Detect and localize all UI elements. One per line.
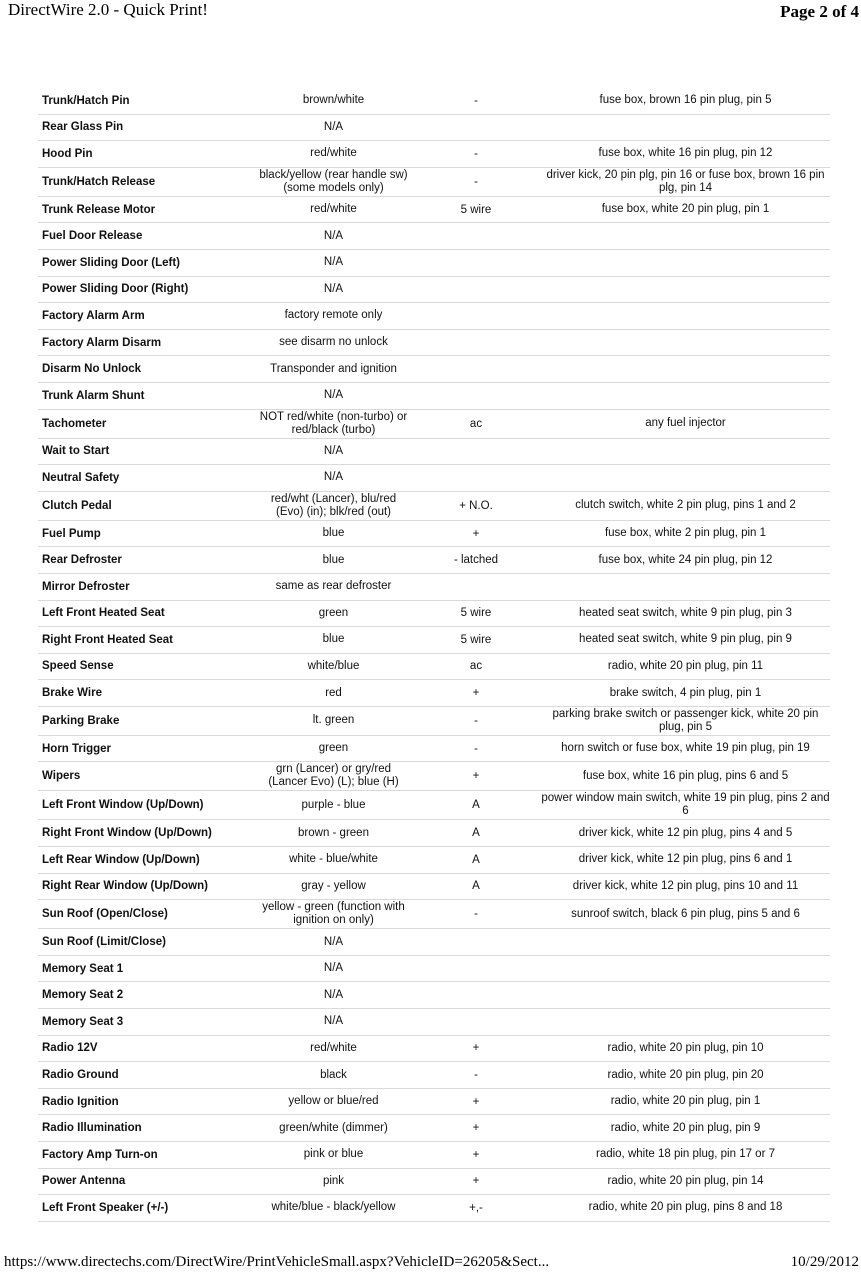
table-row <box>38 303 830 330</box>
wire-location: heated seat switch, white 9 pin plug, pin 9 <box>579 633 792 646</box>
wire-color: red/white <box>310 203 357 216</box>
wire-color: blue <box>322 553 345 566</box>
table-row <box>38 847 830 874</box>
wire-color: yellow - green (function with ignition on only) <box>262 901 405 927</box>
wire-function: Wipers <box>42 770 81 783</box>
wire-polarity: - <box>474 94 478 107</box>
wire-function: Factory Alarm Disarm <box>42 336 162 349</box>
wire-color: N/A <box>323 256 344 269</box>
wire-location: radio, white 20 pin plug, pin 9 <box>610 1121 761 1134</box>
table-row <box>38 900 830 929</box>
wire-function: Horn Trigger <box>42 742 112 755</box>
wire-polarity: + <box>472 1095 480 1108</box>
table-row <box>38 330 830 357</box>
wire-location: fuse box, white 20 pin plug, pin 1 <box>601 203 770 216</box>
wire-location: heated seat switch, white 9 pin plug, pin 3 <box>579 606 792 619</box>
wire-color: N/A <box>323 471 344 484</box>
wire-color: Transponder and ignition <box>270 362 397 375</box>
table-row <box>38 1089 830 1116</box>
wire-polarity: + <box>472 1122 480 1135</box>
wire-function: Clutch Pedal <box>42 499 112 512</box>
wire-function: Trunk Release Motor <box>42 203 156 216</box>
wire-color: grn (Lancer) or gry/red (Lancer Evo) (L); blue (H) <box>268 763 399 789</box>
table-row <box>38 168 830 197</box>
table-row <box>38 1142 830 1169</box>
table-row <box>38 820 830 847</box>
table-row <box>38 439 830 466</box>
wire-function: Radio Ground <box>42 1069 119 1082</box>
page-footer <box>4 1254 861 1271</box>
table-row <box>38 736 830 763</box>
wire-polarity: A <box>472 880 480 893</box>
wire-polarity: + N.O. <box>459 499 493 512</box>
wire-function: Parking Brake <box>42 714 120 727</box>
wire-location: fuse box, white 16 pin plug, pins 6 and 5 <box>582 769 789 782</box>
table-row <box>38 197 830 224</box>
wire-function: Trunk/Hatch Pin <box>42 94 130 107</box>
table-row <box>38 277 830 304</box>
wire-color: black/yellow (rear handle sw) (some models only) <box>259 168 408 194</box>
wire-color: white - blue/white <box>289 853 378 866</box>
wire-color: N/A <box>323 120 344 133</box>
table-row <box>38 601 830 628</box>
wire-color: gray - yellow <box>301 879 366 892</box>
wire-location: radio, white 20 pin plug, pin 20 <box>607 1068 764 1081</box>
wire-color: red/white <box>310 147 357 160</box>
wire-color: white/blue <box>307 659 360 672</box>
table-row <box>38 762 830 791</box>
page-header <box>0 0 861 30</box>
wire-location: horn switch or fuse box, white 19 pin plug, pin 19 <box>561 742 810 755</box>
wire-polarity: - <box>474 1069 478 1082</box>
wire-function: Disarm No Unlock <box>42 363 142 376</box>
footer-date: 10/29/2012 <box>790 1254 859 1270</box>
table-row <box>38 1036 830 1063</box>
wire-location: brake switch, 4 pin plug, pin 1 <box>609 686 762 699</box>
table-row <box>38 680 830 707</box>
wire-function: Rear Glass Pin <box>42 121 124 134</box>
wire-function: Memory Seat 3 <box>42 1015 124 1028</box>
table-row <box>38 465 830 492</box>
wire-color: N/A <box>323 962 344 975</box>
wire-color: pink or blue <box>303 1148 364 1161</box>
wiring-table <box>38 88 830 1222</box>
table-row <box>38 707 830 736</box>
wire-location: driver kick, white 12 pin plug, pins 6 and 1 <box>578 853 793 866</box>
wire-location: radio, white 20 pin plug, pin 1 <box>610 1095 761 1108</box>
wire-polarity: - <box>474 175 478 188</box>
wire-function: Memory Seat 2 <box>42 989 124 1002</box>
table-row <box>38 956 830 983</box>
wire-location: radio, white 20 pin plug, pin 10 <box>607 1041 764 1054</box>
wire-function: Left Front Window (Up/Down) <box>42 799 204 812</box>
wire-function: Neutral Safety <box>42 471 120 484</box>
wire-function: Factory Amp Turn-on <box>42 1148 158 1161</box>
wire-color: blue <box>322 527 345 540</box>
wire-color: yellow or blue/red <box>288 1095 379 1108</box>
page-number: Page 2 of 4 <box>780 2 859 21</box>
wire-polarity: + <box>472 1175 480 1188</box>
wire-color: blue <box>322 633 345 646</box>
wire-function: Left Front Heated Seat <box>42 607 165 620</box>
wire-function: Factory Alarm Arm <box>42 309 145 322</box>
wire-function: Brake Wire <box>42 687 102 700</box>
wire-polarity: + <box>472 687 480 700</box>
wire-color: same as rear defroster <box>275 580 392 593</box>
wire-location: power window main switch, white 19 pin plug, pins 2 and 6 <box>541 792 830 818</box>
wire-color: N/A <box>323 935 344 948</box>
wire-location: driver kick, white 12 pin plug, pins 10 and 11 <box>572 879 799 892</box>
wire-function: Power Sliding Door (Right) <box>42 283 189 296</box>
wire-color: brown - green <box>298 826 369 839</box>
wire-polarity: 5 wire <box>460 607 492 620</box>
wire-color: red/white <box>310 1041 357 1054</box>
wire-polarity: + <box>472 1148 480 1161</box>
wire-color: see disarm no unlock <box>279 336 388 349</box>
wire-function: Speed Sense <box>42 660 114 673</box>
wire-function: Sun Roof (Open/Close) <box>42 908 168 921</box>
wire-polarity: - <box>474 908 478 921</box>
wire-location: sunroof switch, black 6 pin plug, pins 5 and 6 <box>571 907 800 920</box>
wire-color: purple - blue <box>301 798 366 811</box>
wire-color: red <box>325 686 342 699</box>
wire-polarity: 5 wire <box>460 203 492 216</box>
wire-polarity: - <box>474 714 478 727</box>
table-row <box>38 223 830 250</box>
table-row <box>38 1115 830 1142</box>
wire-polarity: - <box>474 742 478 755</box>
wire-function: Fuel Door Release <box>42 230 143 243</box>
table-row <box>38 356 830 383</box>
wire-color: pink <box>322 1174 345 1187</box>
table-row <box>38 654 830 681</box>
wire-location: radio, white 18 pin plug, pin 17 or 7 <box>595 1148 775 1161</box>
table-row <box>38 874 830 901</box>
wire-function: Rear Defroster <box>42 554 122 567</box>
wire-polarity: A <box>472 827 480 840</box>
wire-location: driver kick, 20 pin plg, pin 16 or fuse box, brown 16 pin plg, pin 14 <box>546 168 825 194</box>
wire-location: clutch switch, white 2 pin plug, pins 1 and 2 <box>575 499 796 512</box>
wire-function: Power Sliding Door (Left) <box>42 256 180 269</box>
wire-location: radio, white 20 pin plug, pins 8 and 18 <box>588 1201 783 1214</box>
wire-color: green <box>318 742 349 755</box>
wire-color: N/A <box>323 444 344 457</box>
wire-color: N/A <box>323 389 344 402</box>
wire-polarity: A <box>472 799 480 812</box>
wire-function: Radio Illumination <box>42 1122 142 1135</box>
table-row <box>38 115 830 142</box>
wire-function: Radio 12V <box>42 1042 98 1055</box>
footer-url[interactable]: https://www.directechs.com/DirectWire/PrintVehicleSmall.aspx?VehicleID=26205&Sect... <box>4 1254 550 1270</box>
table-row <box>38 141 830 168</box>
wire-location: driver kick, white 12 pin plug, pins 4 and 5 <box>578 826 793 839</box>
wire-polarity: +,- <box>469 1201 483 1214</box>
wire-polarity: + <box>472 1042 480 1055</box>
wire-location: fuse box, white 16 pin plug, pin 12 <box>598 147 773 160</box>
wire-function: Mirror Defroster <box>42 580 130 593</box>
wire-function: Power Antenna <box>42 1175 126 1188</box>
wire-polarity: 5 wire <box>460 633 492 646</box>
wire-polarity: A <box>472 853 480 866</box>
wire-function: Right Front Window (Up/Down) <box>42 827 212 840</box>
wire-function: Left Front Speaker (+/-) <box>42 1201 169 1214</box>
wire-polarity: - latched <box>453 554 499 567</box>
wire-color: N/A <box>323 988 344 1001</box>
table-row <box>38 574 830 601</box>
wire-polarity: - <box>474 147 478 160</box>
wire-function: Sun Roof (Limit/Close) <box>42 936 166 949</box>
table-row <box>38 383 830 410</box>
wire-color: green/white (dimmer) <box>279 1121 388 1134</box>
wire-function: Trunk/Hatch Release <box>42 175 156 188</box>
table-row <box>38 982 830 1009</box>
wire-polarity: ac <box>469 417 483 430</box>
table-row <box>38 1195 830 1222</box>
wire-function: Wait to Start <box>42 445 110 458</box>
wire-polarity: ac <box>469 660 483 673</box>
wire-function: Tachometer <box>42 417 107 430</box>
table-row <box>38 1169 830 1196</box>
table-row <box>38 250 830 277</box>
wire-color: black <box>320 1068 347 1081</box>
wire-color: green <box>318 606 349 619</box>
wire-color: lt. green <box>312 714 355 727</box>
document-title: DirectWire 2.0 - Quick Print! <box>8 0 208 19</box>
wire-function: Radio Ignition <box>42 1095 119 1108</box>
table-row <box>38 88 830 115</box>
wire-function: Left Rear Window (Up/Down) <box>42 853 200 866</box>
wire-color: brown/white <box>302 94 365 107</box>
wire-function: Trunk Alarm Shunt <box>42 389 145 402</box>
wire-polarity: + <box>472 770 480 783</box>
table-row <box>38 1009 830 1036</box>
wire-function: Right Rear Window (Up/Down) <box>42 880 208 893</box>
wire-function: Memory Seat 1 <box>42 962 124 975</box>
wire-color: N/A <box>323 229 344 242</box>
table-row <box>38 627 830 654</box>
table-row <box>38 929 830 956</box>
wire-location: parking brake switch or passenger kick, white 20 pin plug, pin 5 <box>552 707 819 733</box>
wire-color: NOT red/white (non-turbo) or red/black (turbo) <box>259 410 408 436</box>
table-row <box>38 410 830 439</box>
wire-color: N/A <box>323 1015 344 1028</box>
wire-location: radio, white 20 pin plug, pin 14 <box>607 1174 764 1187</box>
wire-location: fuse box, white 2 pin plug, pin 1 <box>604 527 767 540</box>
wire-location: any fuel injector <box>645 417 726 430</box>
wire-location: radio, white 20 pin plug, pin 11 <box>607 659 764 672</box>
wire-color: N/A <box>323 282 344 295</box>
wire-color: red/wht (Lancer), blu/red (Evo) (in); blk/red (out) <box>270 492 397 518</box>
wire-location: fuse box, brown 16 pin plug, pin 5 <box>599 94 772 107</box>
table-row <box>38 547 830 574</box>
wire-color: white/blue - black/yellow <box>271 1201 396 1214</box>
table-row <box>38 492 830 521</box>
table-row <box>38 1062 830 1089</box>
wire-location: fuse box, white 24 pin plug, pin 12 <box>598 553 773 566</box>
table-row <box>38 791 830 820</box>
table-row <box>38 521 830 548</box>
wire-function: Fuel Pump <box>42 527 101 540</box>
wire-polarity: + <box>472 527 480 540</box>
wire-function: Hood Pin <box>42 147 93 160</box>
wire-function: Right Front Heated Seat <box>42 633 173 646</box>
wire-color: factory remote only <box>284 309 383 322</box>
